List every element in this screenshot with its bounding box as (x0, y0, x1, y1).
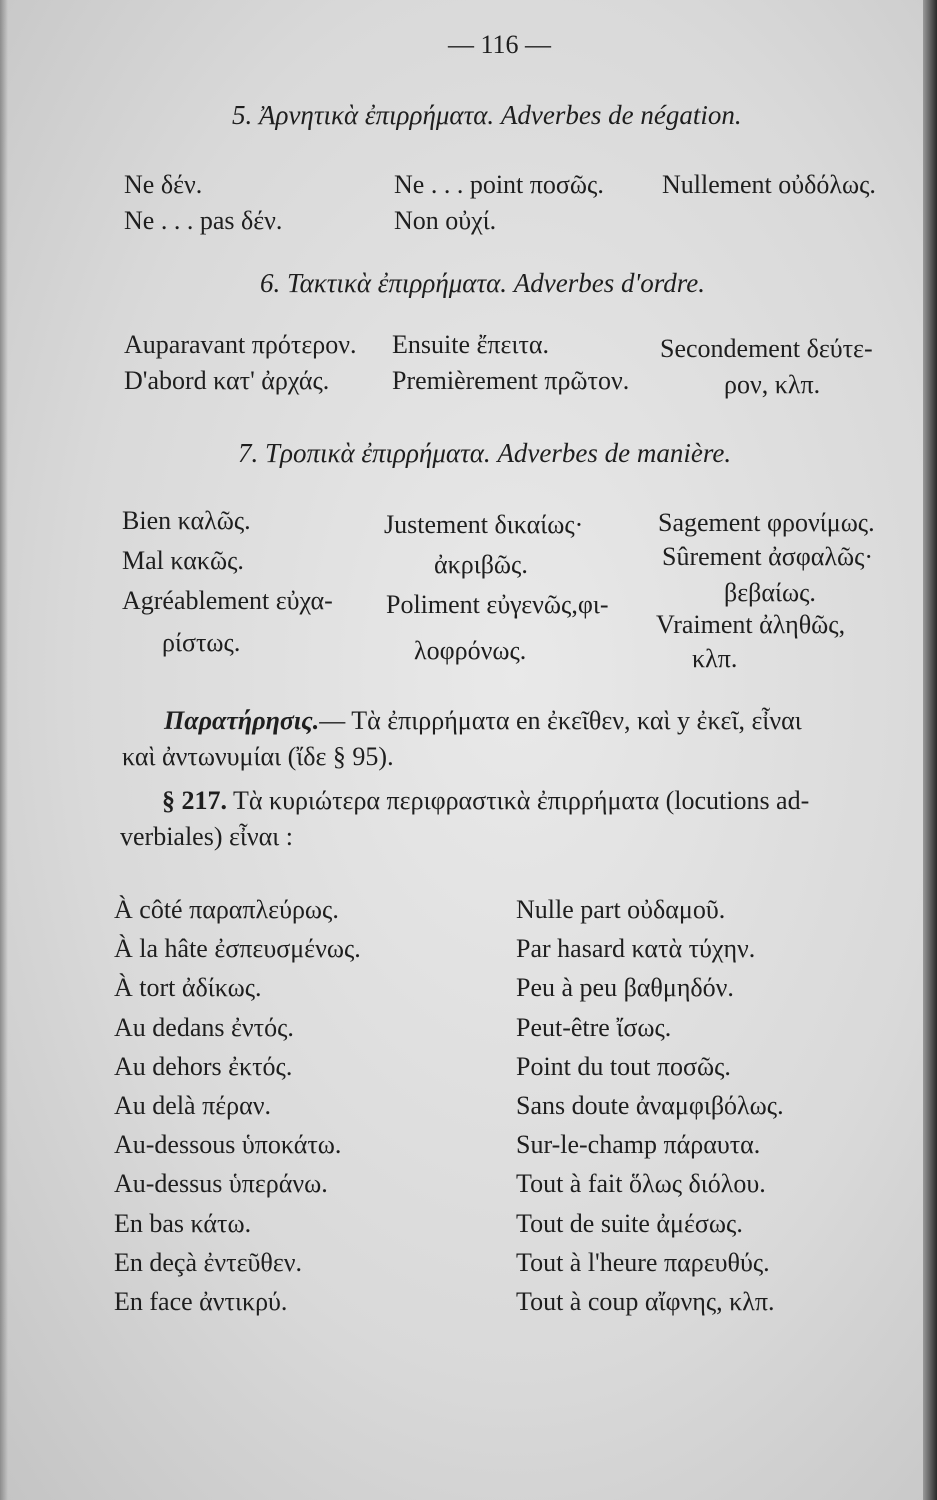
list-item: Au-dessus ὑπεράνω. (114, 1169, 328, 1199)
section-217-line-2: verbiales) εἶναι : (120, 822, 294, 851)
list-item: Tout à coup αἴφνης, κλπ. (516, 1287, 775, 1317)
section-7-item: Agréablement εὐχα- (122, 586, 333, 615)
list-item: Point du tout ποσῶς. (516, 1051, 731, 1081)
section-7-item: Sagement φρονίμως. (658, 508, 875, 537)
list-item: Au dedans ἐντός. (114, 1012, 294, 1042)
list-item: À côté παραπλεύρως. (114, 895, 339, 924)
section-6-item: Premièrement πρῶτον. (392, 366, 630, 395)
section-7-item: Justement δικαίως· (384, 510, 584, 539)
list-item: Tout à fait ὅλως διόλου. (516, 1169, 766, 1199)
section-7-item: Mal κακῶς. (122, 546, 244, 575)
section-7-title: 7. Τροπικὰ ἐπιρρήματα. Adverbes de manière. (238, 438, 732, 468)
section-6-item: Secondement δεύτε- (660, 334, 873, 363)
section-6-item: Ensuite ἔπειτα. (392, 330, 550, 359)
list-item: Sans doute ἀναμφιβόλως. (516, 1091, 784, 1121)
list-item: Nulle part οὐδαμοῦ. (516, 895, 726, 924)
section-7-item: βεβαίως. (724, 578, 816, 607)
page-number: — 116 — (448, 30, 552, 59)
list-item: À tort ἀδίκως. (114, 973, 262, 1003)
list-item: Tout de suite ἀμέσως. (516, 1208, 743, 1238)
remark-line-1 (164, 706, 802, 736)
remark-label: Παρατήρησις. (164, 706, 320, 735)
list-item: Peut-être ἴσως. (516, 1012, 672, 1042)
section-7-item: ἀκριβῶς. (434, 550, 528, 579)
page-left-edge (0, 0, 8, 1500)
section-5-item: Ne . . . point ποσῶς. (394, 170, 604, 199)
locutions-right-list (516, 890, 784, 1321)
list-item: À la hâte ἐσπευσμένως. (114, 934, 361, 964)
section-7-item: ρίστως. (162, 628, 241, 657)
page-right-edge (923, 0, 937, 1500)
locutions-left-list (114, 890, 361, 1321)
list-item: En face ἀντικρύ. (114, 1287, 288, 1317)
remark-text: — Τὰ ἐπιρρήματα en ἐκεῖθεν, καὶ y ἐκεῖ, εἶναι (319, 706, 802, 735)
list-item: Tout à l'heure παρευθύς. (516, 1247, 770, 1277)
section-5-item: Non οὐχί. (394, 206, 497, 235)
list-item: Au-dessous ὑποκάτω. (114, 1130, 342, 1160)
list-item: Sur-le-champ πάραυτα. (516, 1130, 761, 1160)
list-item: Par hasard κατὰ τύχην. (516, 934, 756, 964)
section-5-item: Ne . . . pas δέν. (124, 206, 283, 235)
section-6-title: 6. Τακτικὰ ἐπιρρήματα. Adverbes d'ordre. (260, 268, 706, 298)
section-217-number: § 217. (162, 786, 227, 815)
section-6-item: D'abord κατ' ἀρχάς. (124, 366, 330, 395)
section-7-item: Sûrement ἀσφαλῶς· (662, 542, 874, 571)
list-item: En bas κάτω. (114, 1208, 252, 1238)
list-item: Peu à peu βαθμηδόν. (516, 973, 734, 1003)
section-5-item: Ne δέν. (124, 170, 203, 199)
section-7-item: Vraiment ἀληθῶς, (656, 610, 846, 639)
section-7-item: Bien καλῶς. (122, 506, 251, 535)
section-5-item: Nullement οὐδόλως. (662, 170, 876, 199)
section-7-item: Poliment εὐγενῶς,φι- (386, 590, 609, 619)
section-6-item: Auparavant πρότερον. (124, 330, 357, 359)
section-5-title: 5. Ἀρνητικὰ ἐπιρρήματα. Adverbes de négation. (232, 100, 742, 130)
list-item: En deçà ἐντεῦθεν. (114, 1247, 303, 1277)
list-item: Au delà πέραν. (114, 1091, 271, 1121)
remark-line-2: καὶ ἀντωνυμίαι (ἴδε § 95). (122, 742, 394, 771)
section-217-line-1 (162, 786, 809, 816)
section-7-item: λοφρόνως. (414, 636, 527, 665)
section-217-text: Τὰ κυριώτερα περιφραστικὰ ἐπιρρήματα (locutions ad- (233, 786, 810, 815)
section-6-item: ρον, κλπ. (724, 370, 821, 399)
section-7-item: κλπ. (692, 644, 738, 673)
list-item: Au dehors ἐκτός. (114, 1051, 293, 1081)
